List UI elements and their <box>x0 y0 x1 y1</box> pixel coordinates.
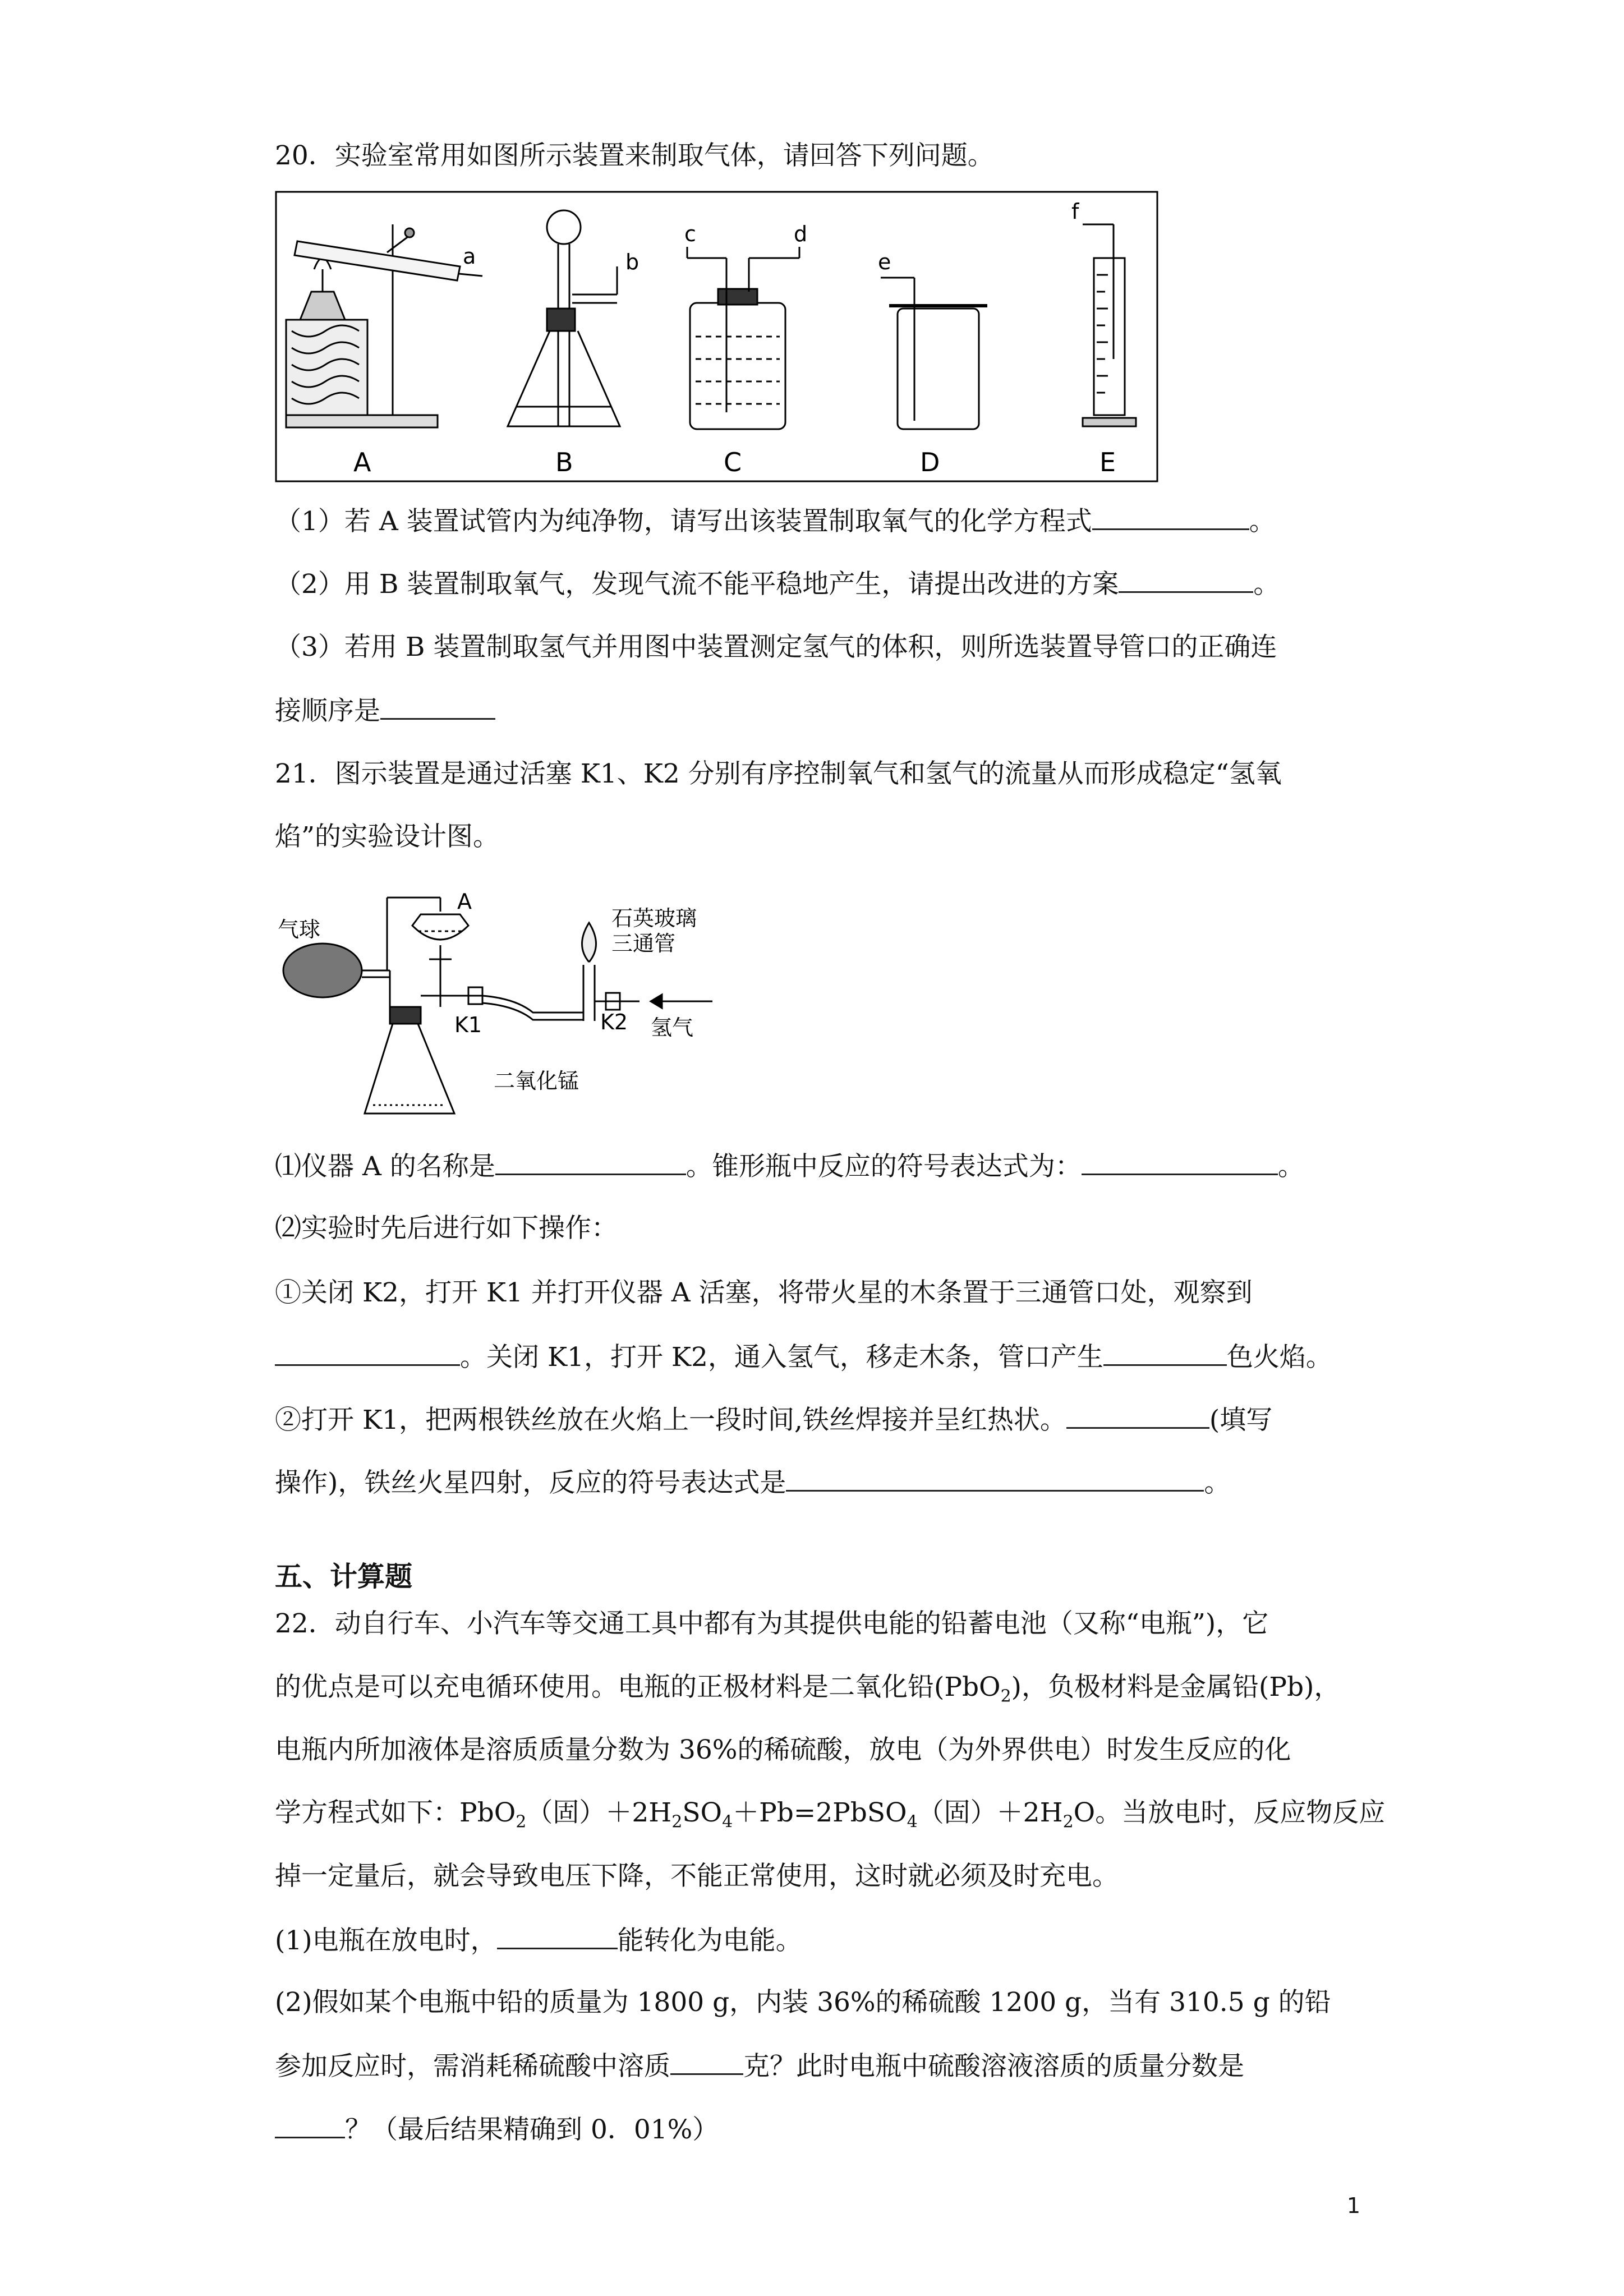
port-e-label: e <box>878 250 891 274</box>
balloon-label: 气球 <box>278 917 321 942</box>
q21-part1: ⑴仪器 A 的名称是 。锥形瓶中反应的符号表达式为： 。 <box>275 1149 1304 1184</box>
quartz-label-1: 石英玻璃 <box>611 906 697 931</box>
q20-title: 20．实验室常用如图所示装置来制取气体，请回答下列问题。 <box>275 140 994 171</box>
caption-d: D <box>920 447 940 477</box>
section-heading: 五、计算题 <box>275 1561 413 1593</box>
q22-line2: 的优点是可以充电循环使用。电瓶的正极材料是二氧化铅(PbO$_2$)，负极材料是金属铅(Pb)， <box>275 1672 1341 1706</box>
port-f-label: f <box>1071 199 1079 224</box>
funnel-a-label: A <box>457 889 472 914</box>
q22-part1: (1)电瓶在放电时， 能转化为电能。 <box>275 1923 802 1958</box>
hydrogen-label: 氢气 <box>651 1015 694 1040</box>
q21-step2-line2: 操作)，铁丝火星四射，反应的符号表达式是 。 <box>275 1465 1230 1500</box>
port-a-label: a <box>463 244 476 269</box>
k2-label: K2 <box>600 1010 628 1034</box>
q22-line4: 学方程式如下：PbO$_2$（固）$+2H_2SO_4+Pb=2PbSO_4$（固）$+2H_2O$。当放电时，反应物反应 <box>275 1797 1386 1832</box>
quartz-label-2: 三通管 <box>611 931 676 956</box>
answer-blank[interactable] <box>1082 1149 1278 1175</box>
k1-label: K1 <box>454 1013 482 1037</box>
q21-step1-line2: 。关闭 K1，打开 K2，通入氢气，移走木条，管口产生 色火焰。 <box>275 1340 1332 1374</box>
q20-part3-line2: 接顺序是 <box>275 693 495 728</box>
q21-title-line1: 21．图示装置是通过活塞 K1、K2 分别有序控制氧气和氢气的流量从而形成稳定“氢氧 <box>275 758 1282 789</box>
q20-part1: （1）若 A 装置试管内为纯净物，请写出该装置制取氧气的化学方程式 。 <box>275 504 1276 539</box>
answer-blank[interactable] <box>275 1340 460 1366</box>
answer-blank[interactable] <box>1066 1402 1209 1429</box>
q22-part2-line1: (2)假如某个电瓶中铅的质量为 1800 g，内装 36%的稀硫酸 1200 g，当有 310.5 g 的铅 <box>275 1987 1331 2018</box>
answer-blank[interactable] <box>495 1149 686 1175</box>
answer-blank[interactable] <box>1103 1340 1227 1366</box>
answer-blank[interactable] <box>497 1923 618 1949</box>
page-number: 1 <box>1346 2193 1360 2218</box>
q22-line5: 掉一定量后，就会导致电压下降，不能正常使用，这时就必须及时充电。 <box>275 1861 1119 1892</box>
answer-blank[interactable] <box>380 693 495 720</box>
apparatus-e <box>1083 224 1136 426</box>
q20-part2: （2）用 B 装置制取氧气，发现气流不能平稳地产生，请提出改进的方案 。 <box>275 567 1280 601</box>
q21-step2-line1: ②打开 K1，把两根铁丝放在火焰上一段时间,铁丝焊接并呈红热状。 (填写 <box>275 1402 1272 1437</box>
answer-blank[interactable] <box>1119 567 1253 593</box>
apparatus-b <box>508 210 620 426</box>
q22-line1: 22．动自行车、小汽车等交通工具中都有为其提供电能的铅蓄电池（又称“电瓶”)，它 <box>275 1608 1269 1639</box>
q20-part3-line1: （3）若用 B 装置制取氢气并用图中装置测定氢气的体积，则所选装置导管口的正确连 <box>275 632 1277 662</box>
port-d-label: d <box>794 222 808 246</box>
q20-apparatus-figure <box>275 191 1158 485</box>
answer-blank[interactable] <box>670 2049 743 2075</box>
mno2-label: 二氧化锰 <box>494 1069 579 1093</box>
q22-part2-line3: ？（最后结果精确到 0．01%） <box>275 2112 719 2147</box>
answer-blank[interactable] <box>275 2112 345 2138</box>
caption-e: E <box>1099 447 1116 477</box>
q21-title-line2: 焰”的实验设计图。 <box>275 821 500 852</box>
caption-c: C <box>724 447 742 477</box>
apparatus-c <box>687 247 799 429</box>
answer-blank[interactable] <box>1092 504 1249 530</box>
q22-line3: 电瓶内所加液体是溶质质量分数为 36%的稀硫酸，放电（为外界供电）时发生反应的化 <box>275 1734 1291 1765</box>
q21-part2: ⑵实验时先后进行如下操作： <box>275 1213 618 1244</box>
answer-blank[interactable] <box>786 1465 1204 1492</box>
apparatus-d <box>881 278 987 429</box>
q22-part2-line2: 参加反应时，需消耗稀硫酸中溶质 克？此时电瓶中硫酸溶液溶质的质量分数是 <box>275 2049 1244 2083</box>
caption-b: B <box>555 447 573 477</box>
apparatus-a <box>286 224 482 427</box>
q21-oxyhydrogen-figure <box>269 881 718 1130</box>
port-b-label: b <box>625 250 640 274</box>
caption-a: A <box>353 447 371 477</box>
q21-step1-line1: ①关闭 K2，打开 K1 并打开仪器 A 活塞，将带火星的木条置于三通管口处，观察到 <box>275 1277 1253 1308</box>
port-c-label: c <box>684 222 696 246</box>
